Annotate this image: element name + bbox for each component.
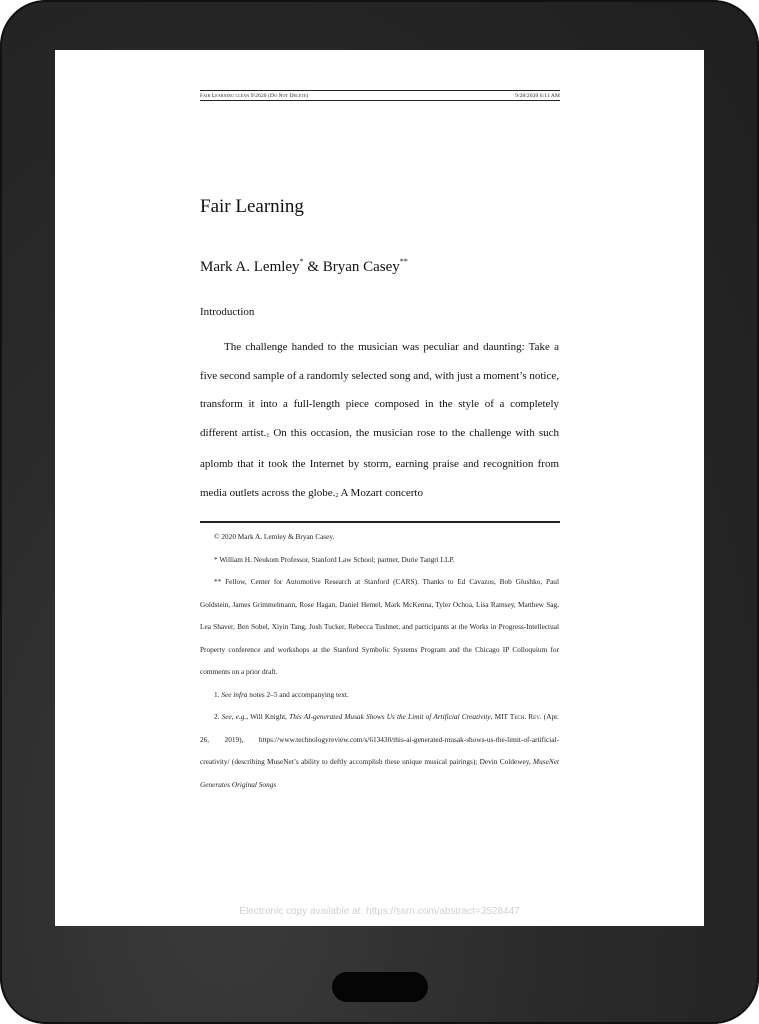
footnote-2-text-a: , Will Knight,	[246, 712, 290, 721]
footnote-2-signal: See, e.g.	[221, 712, 247, 721]
footnote-divider	[200, 521, 560, 523]
body-text-part-2: On this occasion, the musician rose to the challenge with such aplomb that it took the Internet by storm, earning praise and recognition from media outlets across the globe.	[200, 426, 559, 499]
running-header	[200, 90, 560, 101]
body-text-part-3: A Mozart concerto	[338, 486, 423, 499]
footnote-1	[200, 684, 559, 707]
header-left: Fair Learning clean 9/2620 (Do Not Delete)	[200, 92, 309, 99]
footnotes	[200, 526, 559, 796]
footnote-author-2: ** Fellow, Center for Automotive Research at Stanford (CARS). Thanks to Ed Cavazos, Bob Glushko, Paul Goldstein, James Grimmelmann, Rose Hagan, Daniel Hemel, Mark McKenna, Tyler Ochoa, Lisa Ramsey, Matthew Sag, Lea Shaver, Ben Sobel, Xiyin Tang, Josh Tucker, Rebecca Tushnet, and participants at the Works in Progress-Intellectual Property conference and workshops at the Stanford Symbolic Systems Program and the Chicago IP Colloquium for comments on a prior draft.	[200, 577, 559, 676]
footnote-2-text-b: ,	[490, 712, 495, 721]
ssrn-watermark: Electronic copy available at: https://ssrn.com/abstract=3528447	[239, 906, 520, 917]
footnote-2-number: 2.	[214, 712, 220, 721]
body-paragraph	[200, 333, 559, 511]
footnote-ref-1[interactable]: 1	[266, 432, 270, 439]
body-text-part-1: The challenge handed to the musician was peculiar and daunting: Take a five second sample of a randomly selected song and, with just a moment’s notice, transform it into a full-length piece composed in the style of a completely different artist.	[200, 341, 559, 439]
footnote-ref-2[interactable]: 2	[335, 492, 339, 499]
footnote-1-text: notes 2–5 and accompanying text.	[247, 689, 349, 699]
home-button[interactable]	[332, 972, 428, 1002]
author-line	[200, 257, 408, 276]
footnote-1-signal: See infra	[221, 689, 248, 699]
paper-title: Fair Learning	[200, 196, 304, 217]
author-2: Bryan Casey	[322, 259, 400, 275]
author-1-footnote-mark: *	[299, 257, 304, 266]
header-right: 9/28/2020 6:11 AM	[515, 92, 560, 99]
document-page[interactable]	[55, 50, 704, 926]
footnote-2-journal: MIT Tech. Rev.	[494, 712, 542, 721]
footnote-2-article-title-2: MuseNet Generates Original Songs	[200, 757, 559, 789]
footnote-1-number: 1.	[214, 689, 220, 699]
footnote-2-article-title: This AI-generated Musak Shows Us the Limit of Artificial Creativity	[289, 712, 491, 721]
section-heading: Introduction	[200, 306, 255, 318]
footnote-author-1: * William H. Neukom Professor, Stanford Law School; partner, Durie Tangri LLP.	[214, 554, 455, 564]
footnote-2	[200, 706, 559, 796]
footnote-2-text-c: (Apr. 26, 2019), https://www.technologyreview.com/s/613430/this-ai-generated-musak-shows-us-the-limit-of-artificial-creativity/ (describing MuseNet’s ability to deftly accomplish these unique musical pairings); Devin Coldewey,	[200, 712, 559, 766]
author-1: Mark A. Lemley	[200, 259, 300, 275]
author-separator: &	[303, 259, 323, 275]
footnote-copyright: © 2020 Mark A. Lemley & Bryan Casey.	[214, 532, 335, 541]
author-2-footnote-mark: **	[399, 257, 408, 266]
